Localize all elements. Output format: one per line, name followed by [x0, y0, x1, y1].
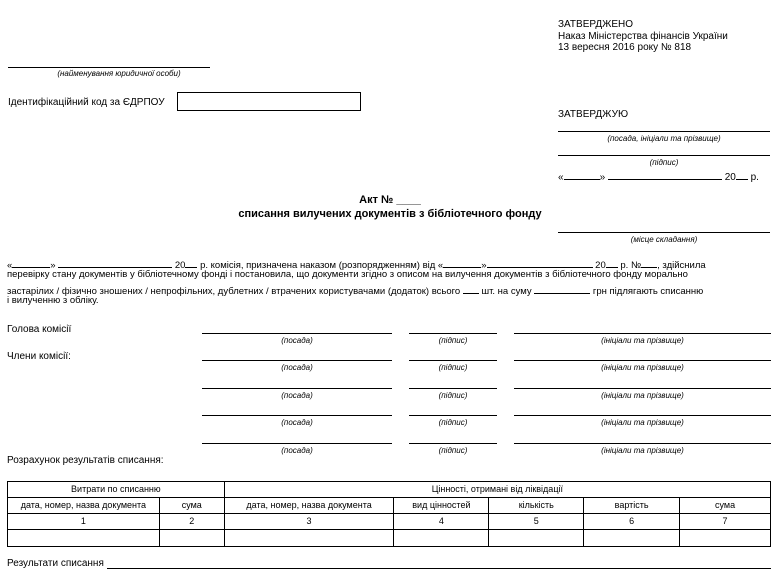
body-year-prefix: 20	[174, 260, 186, 271]
table-number-cell: 6	[584, 514, 680, 530]
approve-signature-caption: (підпис)	[649, 158, 679, 167]
commission-name-line[interactable]	[514, 360, 771, 361]
commission-signature-caption: (підпис)	[438, 418, 468, 427]
body-day-field[interactable]	[12, 257, 50, 268]
table-header-cell: дата, номер, назва документа	[224, 498, 394, 514]
commission-signature-caption: (підпис)	[438, 336, 468, 345]
act-title: Акт № ____	[359, 194, 421, 206]
approve-position-caption: (посада, ініціали та прізвище)	[607, 134, 721, 143]
commission-position-caption: (посада)	[281, 363, 313, 372]
body-month-field[interactable]	[58, 257, 172, 268]
body-text-l3-3: грн підлягають списанню	[592, 286, 704, 297]
approved-order: Наказ Міністерства фінансів України	[558, 30, 728, 42]
approved-heading: ЗАТВЕРДЖЕНО	[558, 19, 634, 30]
body-year-field[interactable]	[185, 257, 197, 268]
order-month-field[interactable]	[487, 257, 593, 268]
body-text-l3-1: застарілих / фізично зношених / непрофільних, дублетних / втрачених користувачами (додаток) всього	[7, 286, 461, 297]
commission-position-line[interactable]	[202, 415, 392, 416]
table-cell[interactable]	[8, 530, 160, 547]
commission-name-caption: (ініціали та прізвище)	[601, 418, 684, 427]
commission-signature-line[interactable]	[409, 415, 497, 416]
body-line-3	[7, 283, 703, 298]
table-header-cell: сума	[680, 498, 771, 514]
body-text-l3-2: шт. на суму	[481, 286, 532, 297]
commission-signature-caption: (підпис)	[438, 446, 468, 455]
commission-signature-caption: (підпис)	[438, 363, 468, 372]
results-line[interactable]	[107, 568, 771, 569]
commission-position-line[interactable]	[202, 333, 392, 334]
body-line-4: і вилученню з обліку.	[7, 295, 99, 306]
commission-position-line[interactable]	[202, 388, 392, 389]
approve-signature-line[interactable]	[558, 155, 770, 156]
table-group-expenses: Витрати по списанню	[8, 482, 225, 498]
table-cell[interactable]	[680, 530, 771, 547]
total-sum-field[interactable]	[534, 283, 590, 294]
commission-name-line[interactable]	[514, 415, 771, 416]
table-group-row	[8, 482, 771, 498]
table-cell[interactable]	[584, 530, 680, 547]
body-order-no-label: р. №	[620, 260, 642, 271]
table-cell[interactable]	[159, 530, 224, 547]
table-number-cell: 4	[394, 514, 489, 530]
approve-quote-close: »	[599, 172, 606, 183]
approve-year-field[interactable]	[736, 169, 748, 180]
approve-month-field[interactable]	[608, 169, 722, 180]
table-cell[interactable]	[224, 530, 394, 547]
body-quote-open: «	[7, 260, 13, 271]
commission-signature-line[interactable]	[409, 443, 497, 444]
calc-label: Розрахунок результатів списання:	[7, 455, 164, 466]
table-number-cell: 2	[159, 514, 224, 530]
approved-date: 13 вересня 2016 року № 818	[558, 42, 692, 53]
table-header-row	[8, 498, 771, 514]
total-count-field[interactable]	[463, 283, 479, 294]
body-text-1: р. комісія, призначена наказом (розпорядженням) від «	[200, 260, 444, 271]
table-group-values: Цінності, отримані від ліквідації	[224, 482, 770, 498]
place-line[interactable]	[558, 232, 770, 233]
body-year-prefix-2: 20	[595, 260, 606, 271]
table-number-cell: 7	[680, 514, 771, 530]
body-line-2: перевірку стану документів у бібліотечному фонді і постановила, що документи згідно з описом на вилучення документів з бібліотечного фонду морально	[7, 269, 688, 280]
commission-signature-line[interactable]	[409, 360, 497, 361]
commission-name-line[interactable]	[514, 388, 771, 389]
approve-date-row	[558, 169, 759, 184]
table-header-cell: вартість	[584, 498, 680, 514]
table-header-cell: вид цінностей	[394, 498, 489, 514]
commission-name-caption: (ініціали та прізвище)	[601, 363, 684, 372]
commission-position-line[interactable]	[202, 360, 392, 361]
edrpou-input[interactable]	[177, 92, 361, 111]
commission-name-line[interactable]	[514, 443, 771, 444]
body-quote-close: »	[50, 260, 56, 271]
org-name-line[interactable]	[8, 67, 210, 68]
commission-position-caption: (посада)	[281, 418, 313, 427]
commission-name-caption: (ініціали та прізвище)	[601, 336, 684, 345]
commission-position-line[interactable]	[202, 443, 392, 444]
table-number-cell: 1	[8, 514, 160, 530]
table-cell[interactable]	[394, 530, 489, 547]
commission-signature-line[interactable]	[409, 333, 497, 334]
act-subtitle: списання вилучених документів з бібліотечного фонду	[238, 208, 542, 220]
commission-name-caption: (ініціали та прізвище)	[601, 446, 684, 455]
approve-year-prefix: 20	[724, 172, 736, 183]
order-number-field[interactable]	[641, 257, 657, 268]
table-header-cell: кількість	[489, 498, 584, 514]
table-header-cell: сума	[159, 498, 224, 514]
order-year-field[interactable]	[606, 257, 618, 268]
table-row	[8, 530, 771, 547]
approve-quote-open: «	[558, 172, 564, 183]
members-label: Члени комісії:	[7, 351, 71, 362]
place-caption: (місце складання)	[630, 235, 698, 244]
table-number-cell: 3	[224, 514, 394, 530]
results-table	[7, 481, 771, 547]
table-cell[interactable]	[489, 530, 584, 547]
commission-position-caption: (посада)	[281, 336, 313, 345]
body-quote-close-2: »	[481, 260, 487, 271]
results-label: Результати списання	[7, 558, 104, 569]
approve-heading: ЗАТВЕРДЖУЮ	[558, 109, 629, 120]
approve-position-line[interactable]	[558, 131, 770, 132]
edrpou-label: Ідентифікаційний код за ЄДРПОУ	[8, 97, 165, 108]
approve-year-suffix: р.	[750, 172, 759, 183]
table-number-row	[8, 514, 771, 530]
body-text-3: , здійснила	[657, 260, 706, 271]
commission-name-caption: (ініціали та прізвище)	[601, 391, 684, 400]
commission-position-caption: (посада)	[281, 391, 313, 400]
commission-name-line[interactable]	[514, 333, 771, 334]
order-day-field[interactable]	[443, 257, 481, 268]
table-number-cell: 5	[489, 514, 584, 530]
commission-position-caption: (посада)	[281, 446, 313, 455]
table-header-cell: дата, номер, назва документа	[8, 498, 160, 514]
org-name-caption: (найменування юридичної особи)	[57, 69, 181, 78]
commission-signature-caption: (підпис)	[438, 391, 468, 400]
head-label: Голова комісії	[7, 324, 72, 335]
commission-signature-line[interactable]	[409, 388, 497, 389]
approved-block	[558, 19, 728, 54]
approve-day-field[interactable]	[564, 169, 600, 180]
